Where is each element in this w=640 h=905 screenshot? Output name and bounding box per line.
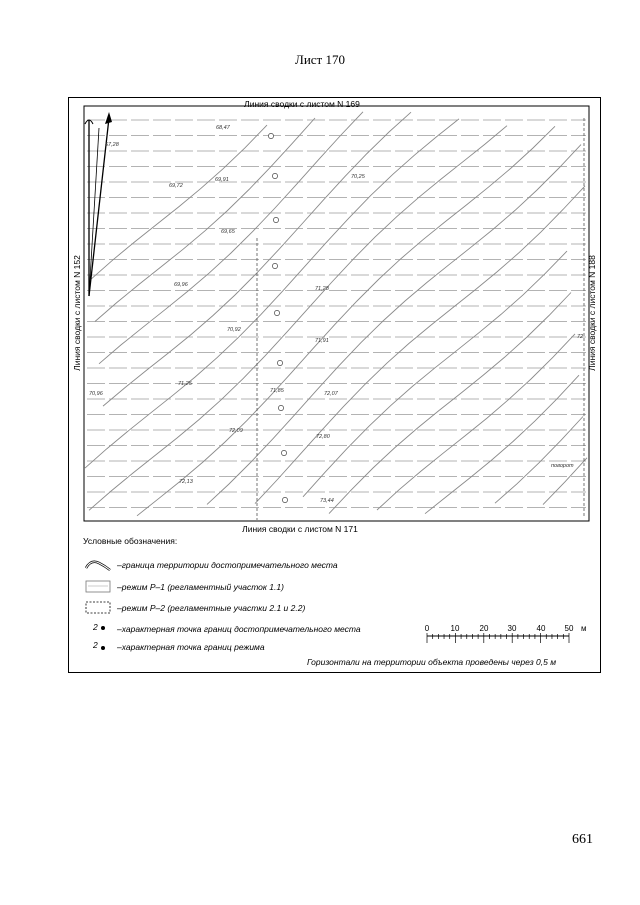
elevation-label: 69,91 [215, 177, 229, 183]
elevation-label: 71,28 [315, 286, 329, 292]
scale-unit: м [581, 624, 587, 633]
legend-item: –режим Р–1 (регламентный участок 1.1) [83, 580, 284, 594]
elevation-label: 72,07 [324, 391, 338, 397]
elevation-label: 73,44 [320, 498, 334, 504]
legend-item: –граница территории достопримечательного места [83, 558, 338, 572]
place-label: поворот [551, 463, 574, 469]
boundary-point [273, 217, 278, 222]
edge-label-left: Линия сводки с листом N 152 [72, 255, 82, 371]
elevation-label: 72,80 [316, 434, 330, 440]
scale-tick-label: 40 [536, 624, 546, 633]
boundary-point [272, 173, 277, 178]
boundary-point [277, 360, 282, 365]
elevation-label: 71,85 [270, 388, 284, 394]
elevation-label: 69,65 [221, 229, 235, 235]
elevation-label: 71,25 [178, 381, 192, 387]
elevation-label: 71,91 [315, 338, 329, 344]
scale-tick-label: 0 [424, 624, 430, 633]
page-number: 661 [572, 832, 593, 847]
contour-note: Горизонтали на территории объекта проведены через 0,5 м [307, 657, 557, 667]
boundary-point-icon: 2 [83, 622, 113, 636]
boundary-point [274, 310, 279, 315]
elevation-label: 69,96 [174, 282, 188, 288]
edge-label-bottom: Линия сводки с листом N 171 [242, 524, 358, 534]
elevation-label: 72 [577, 334, 584, 340]
legend-item: 2 –характерная точка границ достопримечательного места [83, 622, 361, 636]
elevation-label: 69,72 [169, 183, 183, 189]
elevation-label: 70,92 [227, 327, 241, 333]
elevation-label: 67,28 [105, 142, 119, 148]
map-frame [68, 97, 601, 673]
regime-point-icon: 2 [83, 640, 113, 654]
boundary-point [281, 450, 286, 455]
elevation-label: 68,47 [216, 125, 230, 131]
elevation-label: 70,96 [89, 391, 103, 397]
edge-label-top: Линия сводки с листом N 169 [244, 99, 360, 109]
scale-tick-label: 20 [479, 624, 489, 633]
elevation-label: 72,09 [229, 428, 243, 434]
elevation-label: 72,13 [179, 479, 193, 485]
map-canvas [69, 98, 599, 671]
legend-item: 2 –характерная точка границ режима [83, 640, 265, 654]
scale-tick-label: 30 [507, 624, 517, 633]
legend-title: Условные обозначения: [83, 536, 178, 546]
boundary-point [282, 497, 287, 502]
edge-label-right: Линия сводки с листом N 188 [587, 255, 597, 371]
elevation-label: 70,25 [351, 174, 365, 180]
boundary-point [268, 133, 273, 138]
boundary-point [278, 405, 283, 410]
scale-tick-label: 50 [564, 624, 574, 633]
legend-item: –режим Р–2 (регламентные участки 2.1 и 2.2) [83, 601, 305, 615]
sheet-title: Лист 170 [295, 52, 345, 67]
boundary-point [272, 263, 277, 268]
scale-bar [425, 624, 587, 643]
scale-tick-label: 10 [450, 624, 460, 633]
